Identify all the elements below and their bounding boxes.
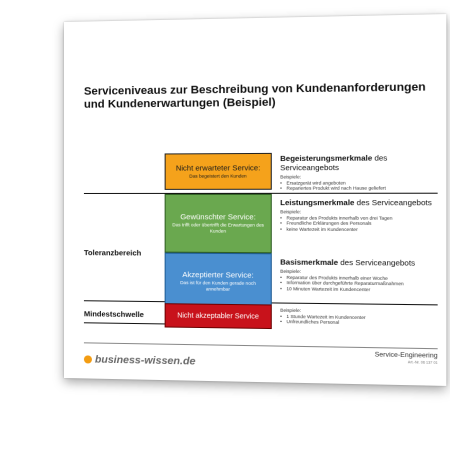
section-heading-rest: des Serviceangebots (354, 197, 432, 208)
box-title: Nicht akzeptabler Service (177, 311, 259, 321)
brand-logo (84, 353, 196, 367)
list-item: • Reparatur des Produkts innerhalb von drei Tagen (286, 215, 439, 221)
section-heading-bold: Leistungsmerkmale (280, 197, 355, 208)
label-tolerance-zone: Toleranzbereich (83, 248, 142, 258)
section-examples-label: Beispiele: (280, 307, 302, 314)
footer-info (375, 351, 438, 365)
box-unacceptable-service (165, 303, 272, 329)
list-item: • Ersatzgerät wird angeboten (286, 180, 439, 186)
list-item: • 10 Minuten Wartezeit im Kundencenter (286, 286, 439, 294)
box-unexpected-service (165, 153, 272, 190)
section-minimum-examples (280, 306, 440, 328)
section-heading-bold: Begeisterungsmerkmale (280, 153, 373, 164)
list-item: • keine Wartezeit im Kundencenter (286, 227, 439, 234)
box-subtitle: Das ist für den Kunden gerade noch annehmbar (180, 280, 256, 292)
section-heading (280, 198, 440, 207)
section-examples-label: Beispiele: (280, 174, 302, 180)
footer-article-number: Art.-Nr. 06 137 01 (407, 360, 438, 365)
document-title: Serviceniveaus zur Beschreibung von Kundenanforderungen und Kundenerwartungen (Beispiel) (83, 81, 426, 111)
box-title: Nicht erwarteter Service: (175, 163, 261, 173)
section-heading-rest: des Serviceangebots (338, 257, 416, 268)
list-item: • Unfreundliches Personal (286, 319, 439, 327)
example-list (280, 274, 440, 294)
footer-title: Service-Engineering (374, 351, 438, 360)
section-heading (280, 153, 440, 172)
box-subtitle: Das trifft oder übertrifft die Erwartungen des Kunden (172, 222, 264, 234)
footer-divider (84, 342, 438, 349)
list-item: • Freundliche Erklärungen des Personals (286, 221, 439, 227)
example-list (280, 215, 440, 233)
section-heading-bold: Basismerkmale (280, 257, 339, 268)
example-list (280, 180, 440, 192)
box-title: Gewünschter Service: (180, 212, 256, 222)
section-heading (280, 257, 440, 267)
box-desired-service (165, 194, 272, 253)
list-item: • 1 Stunde Wartezeit im Kundencenter (286, 313, 439, 321)
box-subtitle: Das begeistert den Kunden (189, 173, 247, 179)
brand-name: business-wissen.de (94, 353, 196, 368)
list-item: • Reparatur des Produkts innerhalb einer Woche (286, 274, 439, 281)
label-minimum-threshold: Mindestschwelle (83, 309, 144, 320)
section-heading-rest: des Serviceangebots (280, 153, 388, 173)
section-performance-features (280, 198, 440, 233)
brand-dot-icon (84, 355, 92, 363)
section-basic-features (280, 257, 440, 294)
list-item: • Repariertes Produkt wird nach Hause geliefert (286, 186, 439, 192)
box-title: Akzeptierter Service: (182, 270, 254, 281)
list-item: • Information über durchgeführte Reparaturmaßnahmen (286, 280, 439, 287)
divider-bottom (84, 322, 175, 325)
example-list (280, 313, 440, 327)
section-examples-label: Beispiele: (280, 209, 302, 215)
section-examples-label: Beispiele: (280, 268, 302, 274)
document-page (64, 14, 446, 386)
section-delight-features (280, 153, 440, 192)
box-accepted-service (165, 253, 272, 311)
